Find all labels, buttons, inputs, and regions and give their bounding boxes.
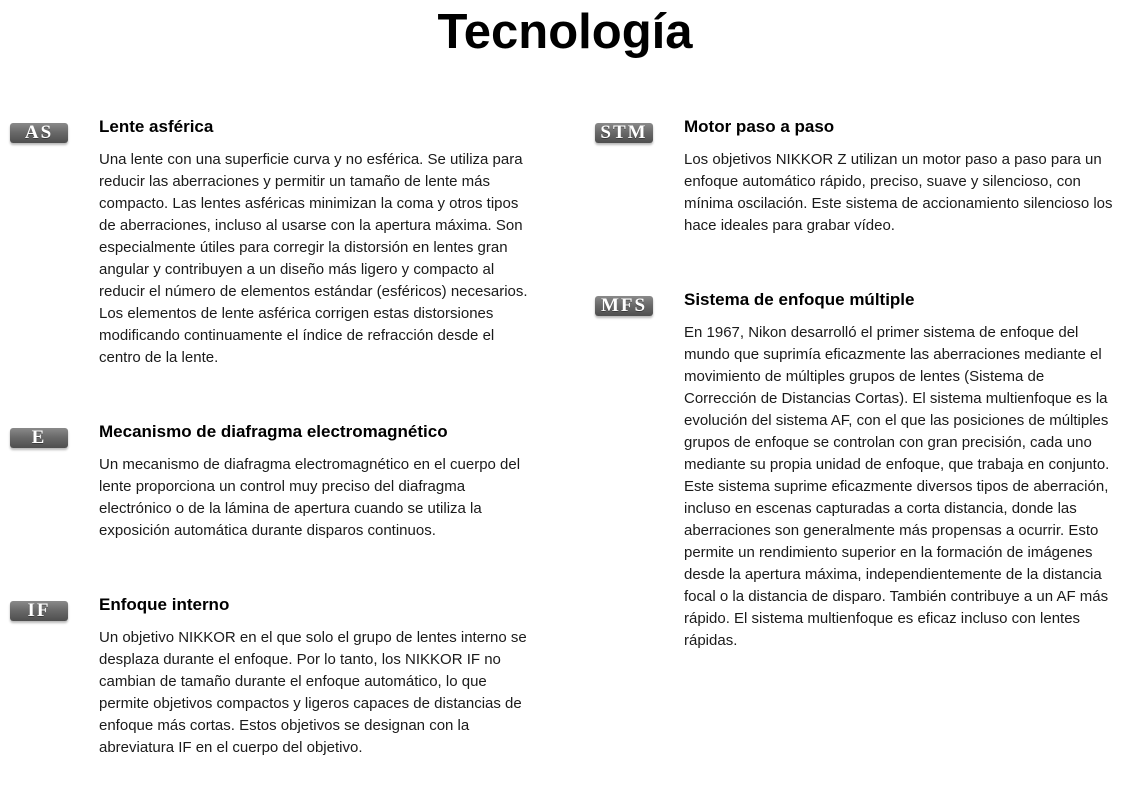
stm-badge-icon: STM [595,123,653,143]
feature-description: Un objetivo NIKKOR en el que solo el grupo de lentes interno se desplaza durante el enfoque. Por lo tanto, los NIKKOR IF no cambian de tamaño durante el enfoque automático, lo que permite objetivos compactos y ligeros capaces de distancias de enfoque más cortas. Estos objetivos se designan con la abreviatura IF en el cuerpo del objetivo. [99,629,527,756]
feature-title: Lente asférica [99,117,214,136]
as-badge-icon: AS [10,123,68,143]
feature-title: Motor paso a paso [684,117,835,136]
feature-internal-focus [10,595,540,790]
feature-title: Enfoque interno [99,595,230,614]
e-badge-icon: E [10,428,68,448]
feature-electromagnetic-diaphragm [10,422,540,552]
feature-description: Una lente con una superficie curva y no esférica. Se utiliza para reducir las aberraciones y permitir un tamaño de lente más compacto. Las lentes asféricas minimizan la coma y otros tipos de aberraciones, incluso al usarse con la apertura máxima. Son especialmente útiles para corregir la distorsión en lentes gran angular y contribuyen a un diseño más ligero y compacto al reducir el número de elementos estándar (esféricos) necesarios. Los elementos de lente asférica corrigen estas distorsiones modificando continuamente el índice de refracción desde el centro de la lente. [99,151,528,366]
feature-title: Sistema de enfoque múltiple [684,290,915,309]
feature-multi-focusing-system [595,290,1130,660]
mfs-badge-icon: MFS [595,296,653,316]
feature-stepping-motor [595,117,1130,247]
feature-description: Un mecanismo de diafragma electromagnético en el cuerpo del lente proporciona un control muy preciso del diafragma electrónico o de la lámina de apertura cuando se utiliza la exposición automática durante disparos continuos. [99,456,521,539]
feature-description: En 1967, Nikon desarrolló el primer sistema de enfoque del mundo que suprimía eficazmente las aberraciones mediante el movimiento de múltiples grupos de lentes (Sistema de Corrección de Distancias Cortas). El sistema multienfoque es la evolución del sistema AF, con el que las posiciones de múltiples grupos de enfoque se controlan con gran precisión, cada uno mediante su propia unidad de enfoque, que trabaja en conjunto. Este sistema suprime eficazmente diversos tipos de aberración, incluso en escenas capturadas a corta distancia, donde las aberraciones son generalmente más propensas a ocurrir. Esto permite un rendimiento superior en la formación de imágenes desde la apertura máxima, independientemente de la distancia focal o la distancia de disparo. También contribuye a un AF más rápido. El sistema multienfoque es eficaz incluso con lentes rápidas. [684,324,1110,649]
feature-title: Mecanismo de diafragma electromagnético [99,422,448,441]
feature-aspherical-lens [10,117,540,377]
if-badge-icon: IF [10,601,68,621]
page-title: Tecnología [437,5,693,59]
feature-description: Los objetivos NIKKOR Z utilizan un motor paso a paso para un enfoque automático rápido, preciso, suave y silencioso, con mínima oscilación. Este sistema de accionamiento silencioso los hace ideales para grabar vídeo. [684,151,1113,234]
